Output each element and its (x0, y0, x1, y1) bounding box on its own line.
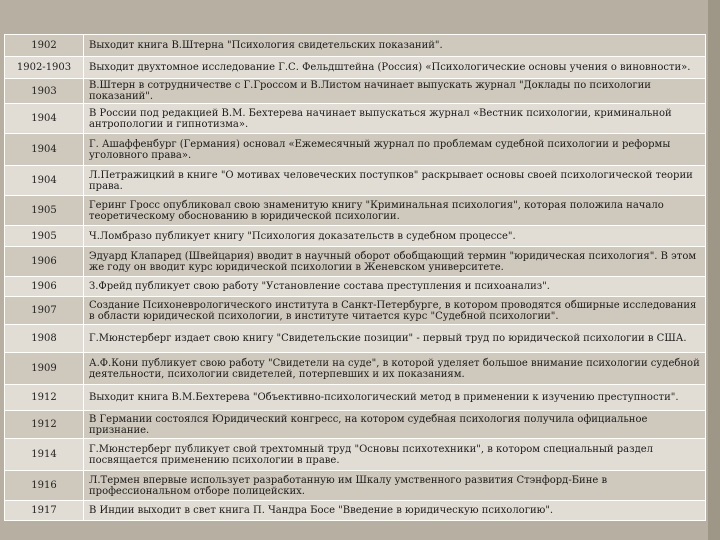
table-row (5, 297, 706, 325)
table-row (5, 439, 706, 471)
event-cell: Г.Мюнстерберг публикует свой трехтомный труд "Основы психотехники", в котором специальный раздел посвящается применению психологии в праве. (84, 439, 706, 471)
timeline-body (5, 35, 706, 521)
table-row (5, 196, 706, 226)
year-cell: 1912 (5, 385, 84, 411)
year-cell: 1907 (5, 297, 84, 325)
event-cell: Л.Термен впервые использует разработанную им Шкалу умственного развития Стэнфорд-Бине в профессиональном отборе полицейских. (84, 471, 706, 501)
year-cell: 1902 (5, 35, 84, 57)
table-row (5, 325, 706, 353)
table-row (5, 226, 706, 247)
year-cell: 1917 (5, 501, 84, 521)
table-row (5, 79, 706, 104)
year-cell: 1908 (5, 325, 84, 353)
event-cell: Л.Петражицкий в книге "О мотивах человеческих поступков" раскрывает основы своей психологической теории права. (84, 166, 706, 196)
table-row (5, 385, 706, 411)
event-cell: Выходит книга В.М.Бехтерева "Объективно-психологический метод в применении к изучению преступности". (84, 385, 706, 411)
event-cell: Ч.Ломбразо публикует книгу "Психология доказательств в судебном процессе". (84, 226, 706, 247)
event-cell: А.Ф.Кони публикует свою работу "Свидетели на суде", в которой уделяет большое внимание психологии судебной деятельности, психологии свидетелей, потерпевших и их показаниям. (84, 353, 706, 385)
slide-edge-band (708, 0, 720, 540)
event-cell: В Индии выходит в свет книга П. Чандра Босе "Введение в юридическую психологию". (84, 501, 706, 521)
event-cell: В Германии состоялся Юридический конгресс, на котором судебная психология получила официальное признание. (84, 411, 706, 439)
year-cell: 1904 (5, 104, 84, 134)
table-row (5, 353, 706, 385)
year-cell: 1914 (5, 439, 84, 471)
timeline-table (4, 34, 706, 521)
year-cell: 1905 (5, 196, 84, 226)
year-cell: 1902-1903 (5, 57, 84, 79)
event-cell: В.Штерн в сотрудничестве с Г.Гроссом и В.Листом начинает выпускать журнал "Доклады по психологии показаний". (84, 79, 706, 104)
table-row (5, 166, 706, 196)
event-cell: Геринг Гросс опубликовал свою знаменитую книгу "Криминальная психология", которая положила начало теоретическому обоснованию в юридической психологии. (84, 196, 706, 226)
table-row (5, 57, 706, 79)
year-cell: 1912 (5, 411, 84, 439)
event-cell: Создание Психоневрологического института в Санкт-Петербурге, в котором проводятся обширные исследования в области юридической психологии, в институте читается курс "Судебной психологии". (84, 297, 706, 325)
event-cell: З.Фрейд публикует свою работу "Установление состава преступления и психоанализ". (84, 277, 706, 297)
event-cell: Г.Мюнстерберг издает свою книгу "Свидетельские позиции" - первый труд по юридической психологии в США. (84, 325, 706, 353)
event-cell: Г. Ашаффенбург (Германия) основал «Ежемесячный журнал по проблемам судебной психологии и реформы уголовного права». (84, 134, 706, 166)
year-cell: 1916 (5, 471, 84, 501)
table-row (5, 134, 706, 166)
event-cell: Выходит книга В.Штерна "Психология свидетельских показаний". (84, 35, 706, 57)
table-row (5, 471, 706, 501)
event-cell: Эдуард Клапаред (Швейцария) вводит в научный оборот обобщающий термин "юридическая психология". В этом же году он вводит курс юридической психологии в Женевском университете. (84, 247, 706, 277)
table-row (5, 411, 706, 439)
year-cell: 1903 (5, 79, 84, 104)
year-cell: 1904 (5, 134, 84, 166)
year-cell: 1909 (5, 353, 84, 385)
table-row (5, 277, 706, 297)
event-cell: В России под редакцией В.М. Бехтерева начинает выпускаться журнал «Вестник психологии, криминальной антропологии и гипнотизма». (84, 104, 706, 134)
event-cell: Выходит двухтомное исследование Г.С. Фельдштейна (Россия) «Психологические основы учения о виновности». (84, 57, 706, 79)
year-cell: 1905 (5, 226, 84, 247)
table-row (5, 104, 706, 134)
table-row (5, 501, 706, 521)
table-row (5, 35, 706, 57)
year-cell: 1906 (5, 247, 84, 277)
year-cell: 1906 (5, 277, 84, 297)
table-row (5, 247, 706, 277)
year-cell: 1904 (5, 166, 84, 196)
